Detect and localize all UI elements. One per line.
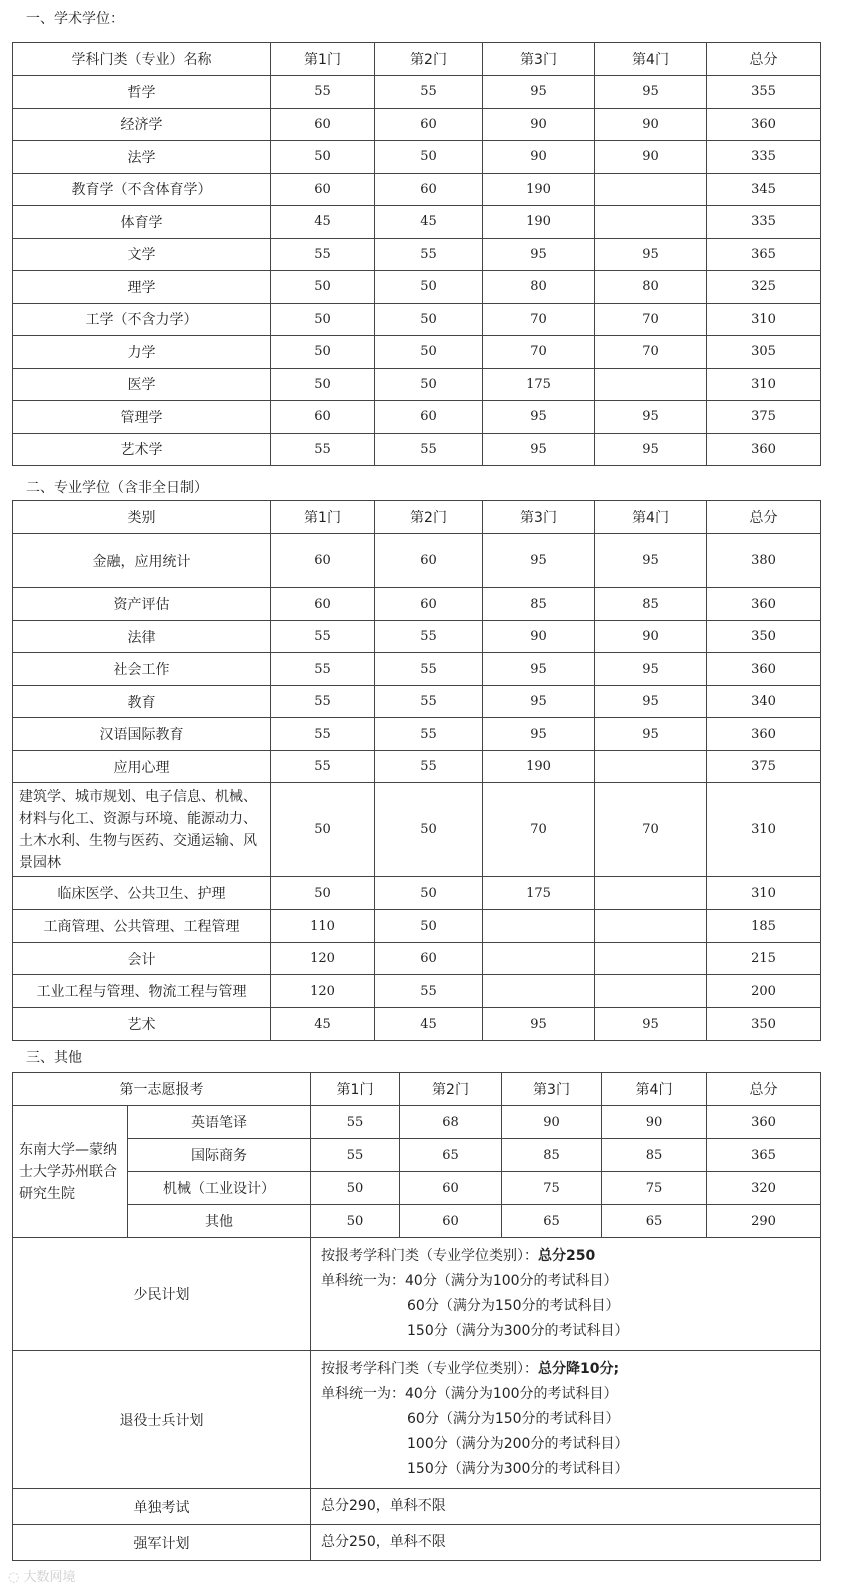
total-cell: 335 [707, 141, 821, 174]
score-cell: 95 [483, 718, 595, 751]
score-cell [483, 975, 595, 1008]
score-cell: 50 [271, 368, 375, 401]
score-cell: 60 [271, 173, 375, 206]
score-cell: 90 [595, 108, 707, 141]
score-cell: 95 [483, 686, 595, 718]
score-cell: 50 [375, 877, 483, 910]
score-cell: 95 [483, 76, 595, 109]
row-label: 临床医学、公共卫生、护理 [13, 877, 271, 910]
score-cell: 95 [595, 433, 707, 466]
total-cell: 360 [707, 433, 821, 466]
rule-text: 按报考学科门类（专业学位类别）： [321, 1248, 538, 1264]
score-cell: 90 [602, 1106, 707, 1139]
total-cell: 185 [707, 910, 821, 943]
row-label: 教育学（不含体育学） [13, 173, 271, 206]
score-cell: 60 [400, 1172, 502, 1205]
joint-graduate-school-label: 东南大学—蒙纳士大学苏州联合研究生院 [13, 1106, 128, 1238]
table-row [13, 653, 821, 686]
score-cell: 50 [271, 877, 375, 910]
row-label: 机械（工业设计） [128, 1172, 311, 1205]
row-label: 金融，应用统计 [13, 534, 271, 588]
score-cell [595, 173, 707, 206]
score-cell: 95 [595, 238, 707, 271]
header-cell: 学科门类（专业）名称 [13, 43, 271, 76]
total-cell: 310 [707, 877, 821, 910]
table-row [13, 76, 821, 109]
score-cell: 50 [311, 1172, 400, 1205]
score-cell: 95 [483, 238, 595, 271]
score-cell [483, 910, 595, 943]
score-cell: 50 [375, 336, 483, 369]
score-cell: 90 [595, 141, 707, 174]
score-cell: 60 [271, 108, 375, 141]
score-cell: 90 [483, 141, 595, 174]
row-label: 国际商务 [128, 1139, 311, 1172]
score-cell: 110 [271, 910, 375, 943]
score-cell: 55 [311, 1139, 400, 1172]
header-cell: 第2门 [375, 43, 483, 76]
score-cell: 55 [375, 621, 483, 653]
table-row [13, 1351, 821, 1489]
watermark-icon: ◌ [8, 1570, 20, 1585]
total-cell: 375 [707, 401, 821, 434]
score-cell: 80 [483, 271, 595, 304]
table-row [13, 368, 821, 401]
total-cell: 350 [707, 621, 821, 653]
row-label: 社会工作 [13, 653, 271, 686]
table-header-row [13, 43, 821, 76]
total-cell: 360 [707, 653, 821, 686]
score-cell: 55 [271, 686, 375, 718]
table-row [13, 877, 821, 910]
qiangjun-plan-text: 总分250，单科不限 [311, 1525, 821, 1561]
total-cell: 360 [707, 1106, 821, 1139]
table-row [13, 1205, 821, 1238]
header-cell: 第3门 [483, 43, 595, 76]
table-row [13, 141, 821, 174]
score-cell: 55 [311, 1106, 400, 1139]
table-row [13, 1008, 821, 1041]
score-cell: 85 [502, 1139, 602, 1172]
score-cell: 95 [595, 686, 707, 718]
table-header-row [13, 1073, 821, 1106]
score-cell: 55 [271, 433, 375, 466]
veteran-plan-label: 退役士兵计划 [13, 1351, 311, 1489]
score-cell [595, 206, 707, 239]
header-cell: 类别 [13, 501, 271, 534]
shaomin-plan-label: 少民计划 [13, 1238, 311, 1351]
rule-text: 单科统一为：40分（满分为100分的考试科目） [321, 1273, 618, 1289]
row-label: 教育 [13, 686, 271, 718]
score-cell: 80 [595, 271, 707, 304]
score-cell: 55 [375, 653, 483, 686]
header-cell: 第2门 [400, 1073, 502, 1106]
score-cell: 55 [375, 238, 483, 271]
score-cell [595, 877, 707, 910]
row-label: 汉语国际教育 [13, 718, 271, 751]
header-cell: 第3门 [483, 501, 595, 534]
row-label: 其他 [128, 1205, 311, 1238]
academic-degree-table [12, 42, 821, 466]
table-row [13, 910, 821, 943]
score-cell: 55 [271, 621, 375, 653]
independent-exam-text: 总分290，单科不限 [311, 1489, 821, 1525]
table-row [13, 1139, 821, 1172]
score-cell: 68 [400, 1106, 502, 1139]
row-label: 法学 [13, 141, 271, 174]
score-cell: 65 [602, 1205, 707, 1238]
score-cell: 45 [271, 206, 375, 239]
table-row [13, 1489, 821, 1525]
total-cell: 380 [707, 534, 821, 588]
total-cell: 215 [707, 943, 821, 975]
score-cell: 55 [375, 975, 483, 1008]
total-cell: 355 [707, 76, 821, 109]
rule-text: 150分（满分为300分的考试科目） [407, 1461, 629, 1477]
total-cell: 310 [707, 303, 821, 336]
row-label: 英语笔译 [128, 1106, 311, 1139]
row-label: 建筑学、城市规划、电子信息、机械、材料与化工、资源与环境、能源动力、土木水利、生物与医药、交通运输、风景园林 [13, 783, 271, 877]
score-cell: 70 [595, 783, 707, 877]
table-row [13, 1238, 821, 1351]
score-cell: 55 [271, 718, 375, 751]
total-cell: 290 [707, 1205, 821, 1238]
table-row [13, 621, 821, 653]
score-cell: 120 [271, 943, 375, 975]
header-cell: 总分 [707, 43, 821, 76]
header-cell: 总分 [707, 501, 821, 534]
score-cell: 50 [311, 1205, 400, 1238]
table-row [13, 173, 821, 206]
score-cell: 70 [483, 783, 595, 877]
score-cell: 50 [375, 783, 483, 877]
score-cell: 50 [375, 368, 483, 401]
score-cell: 75 [502, 1172, 602, 1205]
watermark [8, 1566, 76, 1585]
qiangjun-plan-label: 强军计划 [13, 1525, 311, 1561]
other-table [12, 1072, 821, 1561]
veteran-plan-rules [311, 1351, 821, 1489]
row-label: 力学 [13, 336, 271, 369]
total-cell: 365 [707, 238, 821, 271]
row-label: 经济学 [13, 108, 271, 141]
header-cell: 第1门 [311, 1073, 400, 1106]
independent-exam-label: 单独考试 [13, 1489, 311, 1525]
score-cell: 55 [375, 718, 483, 751]
rule-text-bold: 总分250 [538, 1248, 596, 1264]
score-cell: 65 [502, 1205, 602, 1238]
score-cell: 65 [400, 1139, 502, 1172]
row-label: 法律 [13, 621, 271, 653]
table-row [13, 1172, 821, 1205]
table-row [13, 303, 821, 336]
score-cell: 50 [271, 783, 375, 877]
score-cell: 95 [483, 534, 595, 588]
score-cell: 50 [375, 271, 483, 304]
score-cell: 70 [595, 303, 707, 336]
row-label: 会计 [13, 943, 271, 975]
row-label: 医学 [13, 368, 271, 401]
total-cell: 360 [707, 718, 821, 751]
score-cell: 70 [483, 336, 595, 369]
score-cell: 90 [502, 1106, 602, 1139]
score-cell [595, 368, 707, 401]
table-header-row [13, 501, 821, 534]
score-cell: 55 [271, 653, 375, 686]
table-row [13, 588, 821, 621]
score-cell: 85 [483, 588, 595, 621]
table-row [13, 718, 821, 751]
table-row [13, 238, 821, 271]
header-cell: 第4门 [595, 501, 707, 534]
score-cell: 50 [271, 271, 375, 304]
score-cell: 45 [375, 206, 483, 239]
table-row [13, 1106, 821, 1139]
score-cell: 50 [271, 141, 375, 174]
row-label: 管理学 [13, 401, 271, 434]
score-cell: 45 [375, 1008, 483, 1041]
score-cell: 60 [375, 534, 483, 588]
score-cell [595, 751, 707, 783]
row-label: 体育学 [13, 206, 271, 239]
total-cell: 360 [707, 588, 821, 621]
score-cell: 60 [375, 108, 483, 141]
rule-text: 单科统一为：40分（满分为100分的考试科目） [321, 1386, 618, 1402]
score-cell: 85 [595, 588, 707, 621]
watermark-text: 大数网境 [23, 1570, 76, 1585]
score-cell: 95 [483, 1008, 595, 1041]
rule-text: 60分（满分为150分的考试科目） [407, 1411, 620, 1427]
score-cell: 55 [375, 686, 483, 718]
table-row [13, 534, 821, 588]
section1-title: 一、学术学位： [26, 11, 124, 27]
score-cell: 55 [271, 751, 375, 783]
score-cell: 55 [271, 238, 375, 271]
row-label: 理学 [13, 271, 271, 304]
score-cell: 85 [602, 1139, 707, 1172]
score-cell: 90 [483, 108, 595, 141]
table-row [13, 751, 821, 783]
table-row [13, 975, 821, 1008]
score-cell: 60 [271, 401, 375, 434]
score-cell: 55 [271, 76, 375, 109]
total-cell: 305 [707, 336, 821, 369]
header-cell: 第1门 [271, 501, 375, 534]
score-cell: 60 [375, 173, 483, 206]
header-cell: 第一志愿报考 [13, 1073, 311, 1106]
score-cell: 50 [375, 910, 483, 943]
score-cell: 190 [483, 206, 595, 239]
score-cell: 190 [483, 751, 595, 783]
score-cell: 50 [271, 303, 375, 336]
score-cell: 60 [375, 401, 483, 434]
row-label: 文学 [13, 238, 271, 271]
table-row [13, 271, 821, 304]
score-cell: 55 [375, 433, 483, 466]
total-cell: 375 [707, 751, 821, 783]
total-cell: 325 [707, 271, 821, 304]
score-cell: 75 [602, 1172, 707, 1205]
rule-text: 60分（满分为150分的考试科目） [407, 1298, 620, 1314]
table-row [13, 1525, 821, 1561]
score-cell: 55 [375, 751, 483, 783]
table-row [13, 336, 821, 369]
table-row [13, 686, 821, 718]
total-cell: 365 [707, 1139, 821, 1172]
total-cell: 200 [707, 975, 821, 1008]
header-cell: 第4门 [595, 43, 707, 76]
row-label: 应用心理 [13, 751, 271, 783]
table-row [13, 433, 821, 466]
score-cell: 60 [271, 588, 375, 621]
professional-degree-table [12, 500, 821, 1041]
total-cell: 335 [707, 206, 821, 239]
score-cell: 60 [271, 534, 375, 588]
row-label: 艺术 [13, 1008, 271, 1041]
score-cell [483, 943, 595, 975]
section3-title: 三、其他 [26, 1050, 82, 1066]
header-cell: 第3门 [502, 1073, 602, 1106]
score-cell: 120 [271, 975, 375, 1008]
score-cell: 50 [375, 141, 483, 174]
table-row [13, 206, 821, 239]
row-label: 工学（不含力学） [13, 303, 271, 336]
score-cell: 90 [595, 621, 707, 653]
score-cell: 50 [375, 303, 483, 336]
total-cell: 310 [707, 783, 821, 877]
score-cell: 175 [483, 877, 595, 910]
score-cell: 50 [271, 336, 375, 369]
section2-title: 二、专业学位（含非全日制） [26, 480, 208, 496]
score-cell [595, 943, 707, 975]
score-cell: 175 [483, 368, 595, 401]
shaomin-plan-rules [311, 1238, 821, 1351]
header-cell: 第4门 [602, 1073, 707, 1106]
table-row [13, 943, 821, 975]
table-row [13, 401, 821, 434]
row-label: 工商管理、公共管理、工程管理 [13, 910, 271, 943]
score-cell: 70 [483, 303, 595, 336]
score-cell: 95 [595, 534, 707, 588]
score-cell: 95 [595, 653, 707, 686]
rule-text: 100分（满分为200分的考试科目） [407, 1436, 629, 1452]
score-cell: 95 [483, 653, 595, 686]
rule-text-bold: 总分降10分; [538, 1361, 620, 1377]
header-cell: 总分 [707, 1073, 821, 1106]
score-cell: 60 [375, 943, 483, 975]
score-cell: 95 [595, 1008, 707, 1041]
total-cell: 345 [707, 173, 821, 206]
rule-text: 按报考学科门类（专业学位类别）： [321, 1361, 538, 1377]
score-cell: 60 [400, 1205, 502, 1238]
score-cell: 55 [375, 76, 483, 109]
total-cell: 360 [707, 108, 821, 141]
score-cell: 95 [483, 433, 595, 466]
score-cell [595, 910, 707, 943]
total-cell: 350 [707, 1008, 821, 1041]
table-row [13, 108, 821, 141]
score-cell: 95 [595, 76, 707, 109]
rule-text: 150分（满分为300分的考试科目） [407, 1323, 629, 1339]
score-cell: 95 [595, 718, 707, 751]
score-cell: 45 [271, 1008, 375, 1041]
score-cell: 95 [483, 401, 595, 434]
total-cell: 320 [707, 1172, 821, 1205]
total-cell: 310 [707, 368, 821, 401]
row-label: 艺术学 [13, 433, 271, 466]
score-cell [595, 975, 707, 1008]
header-cell: 第2门 [375, 501, 483, 534]
row-label: 哲学 [13, 76, 271, 109]
header-cell: 第1门 [271, 43, 375, 76]
row-label: 资产评估 [13, 588, 271, 621]
score-cell: 60 [375, 588, 483, 621]
score-cell: 90 [483, 621, 595, 653]
score-cell: 190 [483, 173, 595, 206]
score-cell: 70 [595, 336, 707, 369]
table-row [13, 783, 821, 877]
total-cell: 340 [707, 686, 821, 718]
score-cell: 95 [595, 401, 707, 434]
row-label: 工业工程与管理、物流工程与管理 [13, 975, 271, 1008]
